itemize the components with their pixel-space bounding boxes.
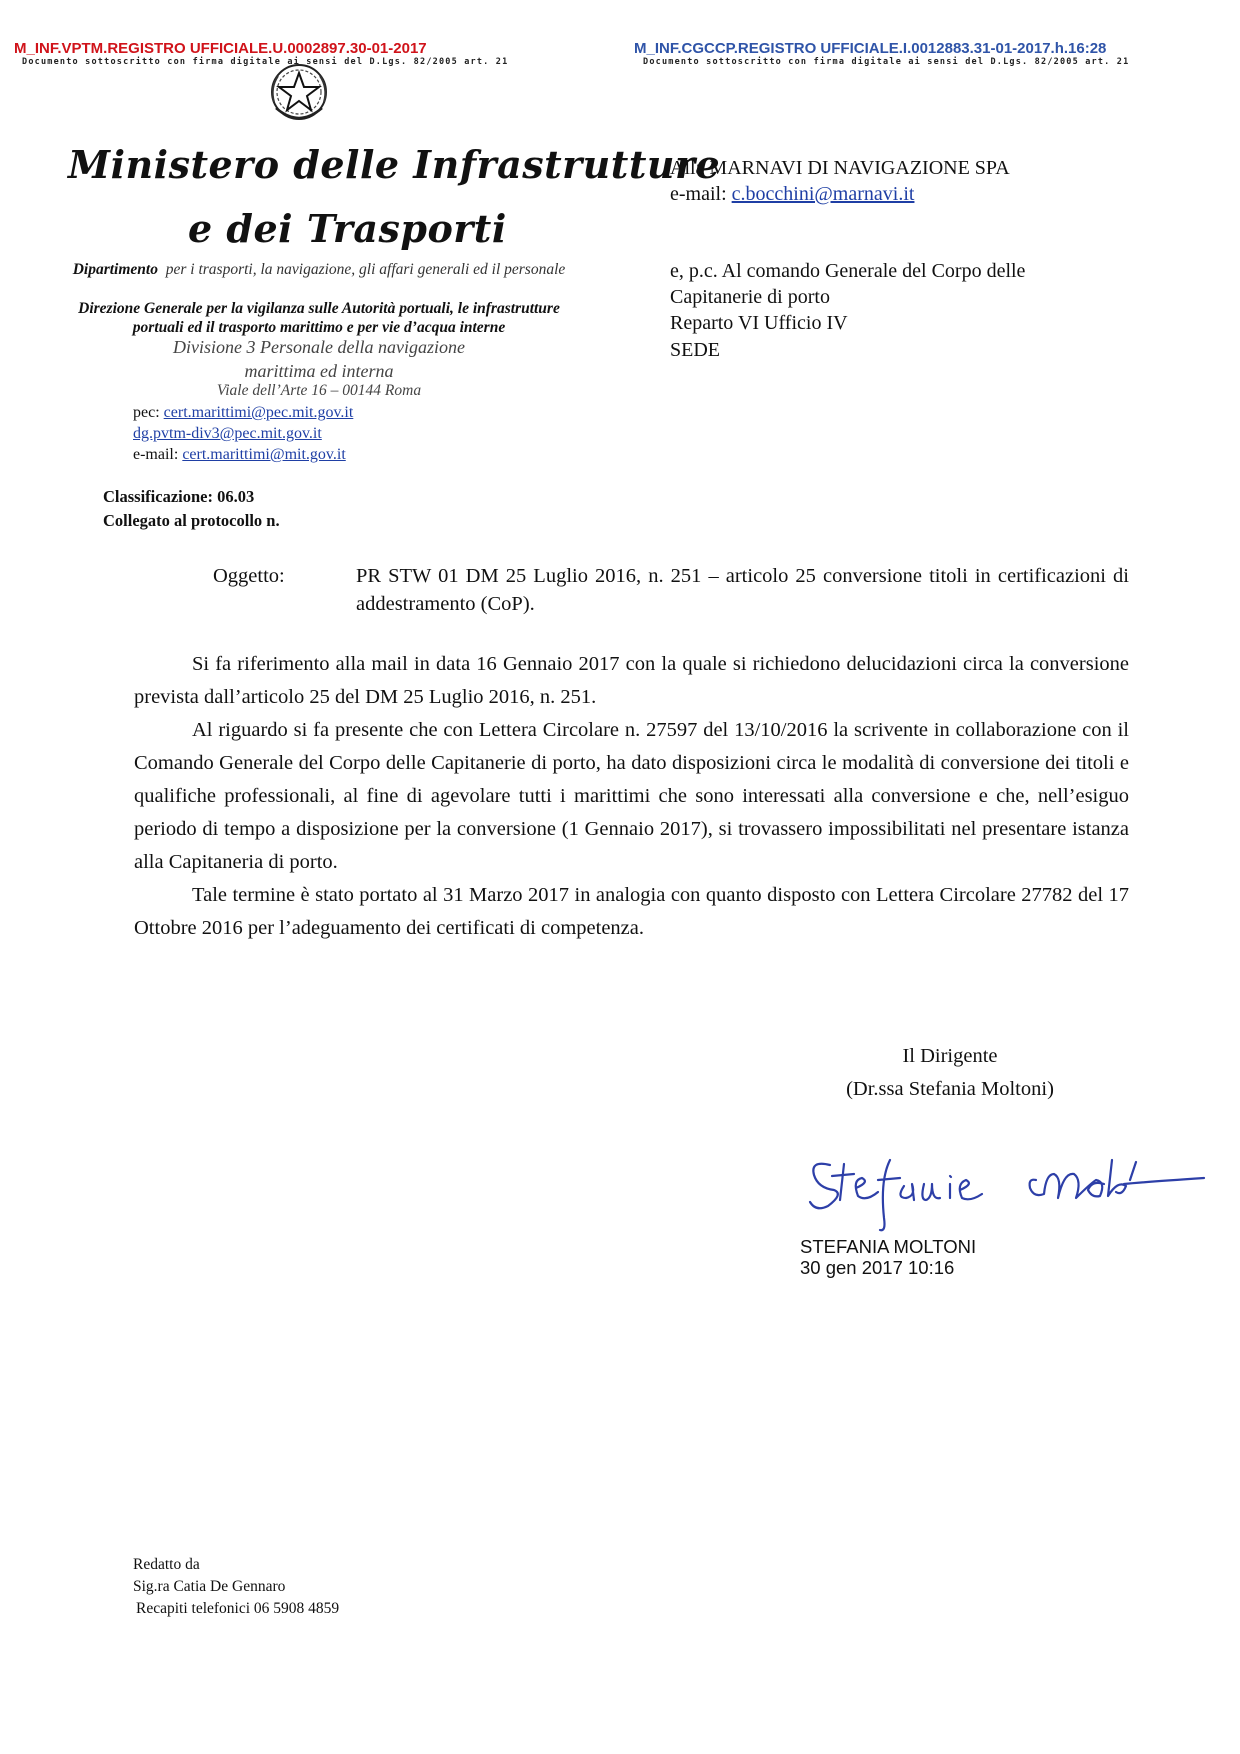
email-contact (133, 444, 346, 465)
pec-label: pec: (133, 404, 160, 421)
body-paragraph-1: Si fa riferimento alla mail in data 16 Gennaio 2017 con la quale si richiedono delucidazioni circa la conversione prevista dall’articolo 25 del DM 25 Luglio 2016, n. 251. (134, 653, 1129, 708)
recipient-email-link[interactable]: c.bocchini@marnavi.it (731, 183, 915, 205)
email-label: e-mail: (133, 446, 179, 463)
classification: Classificazione: 06.03 (103, 487, 255, 506)
drafted-by-label: Redatto da (133, 1556, 200, 1573)
department-line (64, 260, 574, 279)
recipient-email-line (670, 181, 914, 207)
division-line1: Divisione 3 Personale della navigazione (173, 337, 465, 357)
email-link[interactable]: cert.marittimi@mit.gov.it (182, 446, 346, 463)
department-text: per i trasporti, la navigazione, gli affari generali ed il personale (165, 261, 566, 278)
digital-signature-note-right: Documento sottoscritto con firma digitale ai sensi del D.Lgs. 82/2005 art. 21 (643, 57, 1130, 67)
ministry-name-line1: Ministero delle Infrastrutture (68, 142, 721, 187)
direzione-generale: Direzione Generale per la vigilanza sulle Autorità portuali, le infrastrutture portuali ed il trasporto marittimo e per vie d’acqua interne (78, 300, 560, 336)
protocol-reference: Collegato al protocollo n. (103, 511, 280, 530)
recipient-name: Alla MARNAVI DI NAVIGAZIONE SPA (670, 157, 1010, 179)
body-paragraph-2: Al riguardo si fa presente che con Lettera Circolare n. 27597 del 13/10/2016 la scrivente in collaborazione con il Comando Generale del Corpo delle Capitanerie di porto, ha dato disposizioni circa le modalità di conversione dei titoli e qualifiche professionali, al fine di agevolare tutti i marittimi che sono interessati alla conversione e che, nell’esiguo periodo di tempo a disposizione per la conversione (1 Gennaio 2017), si trovassero impossibilitati nel presentare istanza alla Capitaneria di porto. (134, 719, 1129, 873)
digital-signature-note-left: Documento sottoscritto con firma digitale ai sensi del D.Lgs. 82/2005 art. 21 (22, 57, 509, 67)
ministry-name-line2: e dei Trasporti (188, 206, 507, 251)
signatory-title: Il Dirigente (902, 1045, 998, 1067)
protocol-stamp-outgoing: M_INF.VPTM.REGISTRO UFFICIALE.U.0002897.30-01-2017 (14, 40, 427, 57)
pec-contact-1 (133, 402, 353, 423)
pec-link-2[interactable]: dg.pvtm-div3@pec.mit.gov.it (133, 425, 322, 442)
cc-line4: SEDE (670, 339, 720, 361)
recipient-email-label: e-mail: (670, 183, 727, 205)
cc-line1: e, p.c. Al comando Generale del Corpo delle (670, 260, 1026, 282)
phone-contact: Recapiti telefonici 06 5908 4859 (136, 1600, 340, 1617)
protocol-stamp-incoming: M_INF.CGCCP.REGISTRO UFFICIALE.I.0012883.31-01-2017.h.16:28 (634, 40, 1107, 57)
office-address: Viale dell’Arte 16 – 00144 Roma (216, 382, 422, 399)
division-line2: marittima ed interna (244, 361, 394, 381)
subject-text: PR STW 01 DM 25 Luglio 2016, n. 251 – articolo 25 conversione titoli in certificazioni di addestramento (CoP). (356, 565, 1129, 615)
subject-label: Oggetto: (213, 565, 285, 587)
signer-name: STEFANIA MOLTONI (800, 1236, 977, 1257)
italian-republic-emblem-icon (264, 58, 334, 130)
signatory-name: (Dr.ssa Stefania Moltoni) (846, 1078, 1054, 1100)
handwritten-signature (800, 1140, 1210, 1240)
pec-link-1[interactable]: cert.marittimi@pec.mit.gov.it (163, 404, 354, 421)
cc-line3: Reparto VI Ufficio IV (670, 312, 848, 334)
drafted-by-name: Sig.ra Catia De Gennaro (133, 1578, 286, 1595)
signature-datetime: 30 gen 2017 10:16 (800, 1257, 955, 1278)
pec-contact-2 (133, 423, 322, 444)
body-paragraph-3: Tale termine è stato portato al 31 Marzo 2017 in analogia con quanto disposto con Lettera Circolare 27782 del 17 Ottobre 2016 per l’adeguamento dei certificati di competenza. (134, 884, 1129, 939)
cc-line2: Capitanerie di porto (670, 286, 830, 308)
letter-body (134, 648, 1129, 945)
department-label: Dipartimento (72, 261, 158, 278)
